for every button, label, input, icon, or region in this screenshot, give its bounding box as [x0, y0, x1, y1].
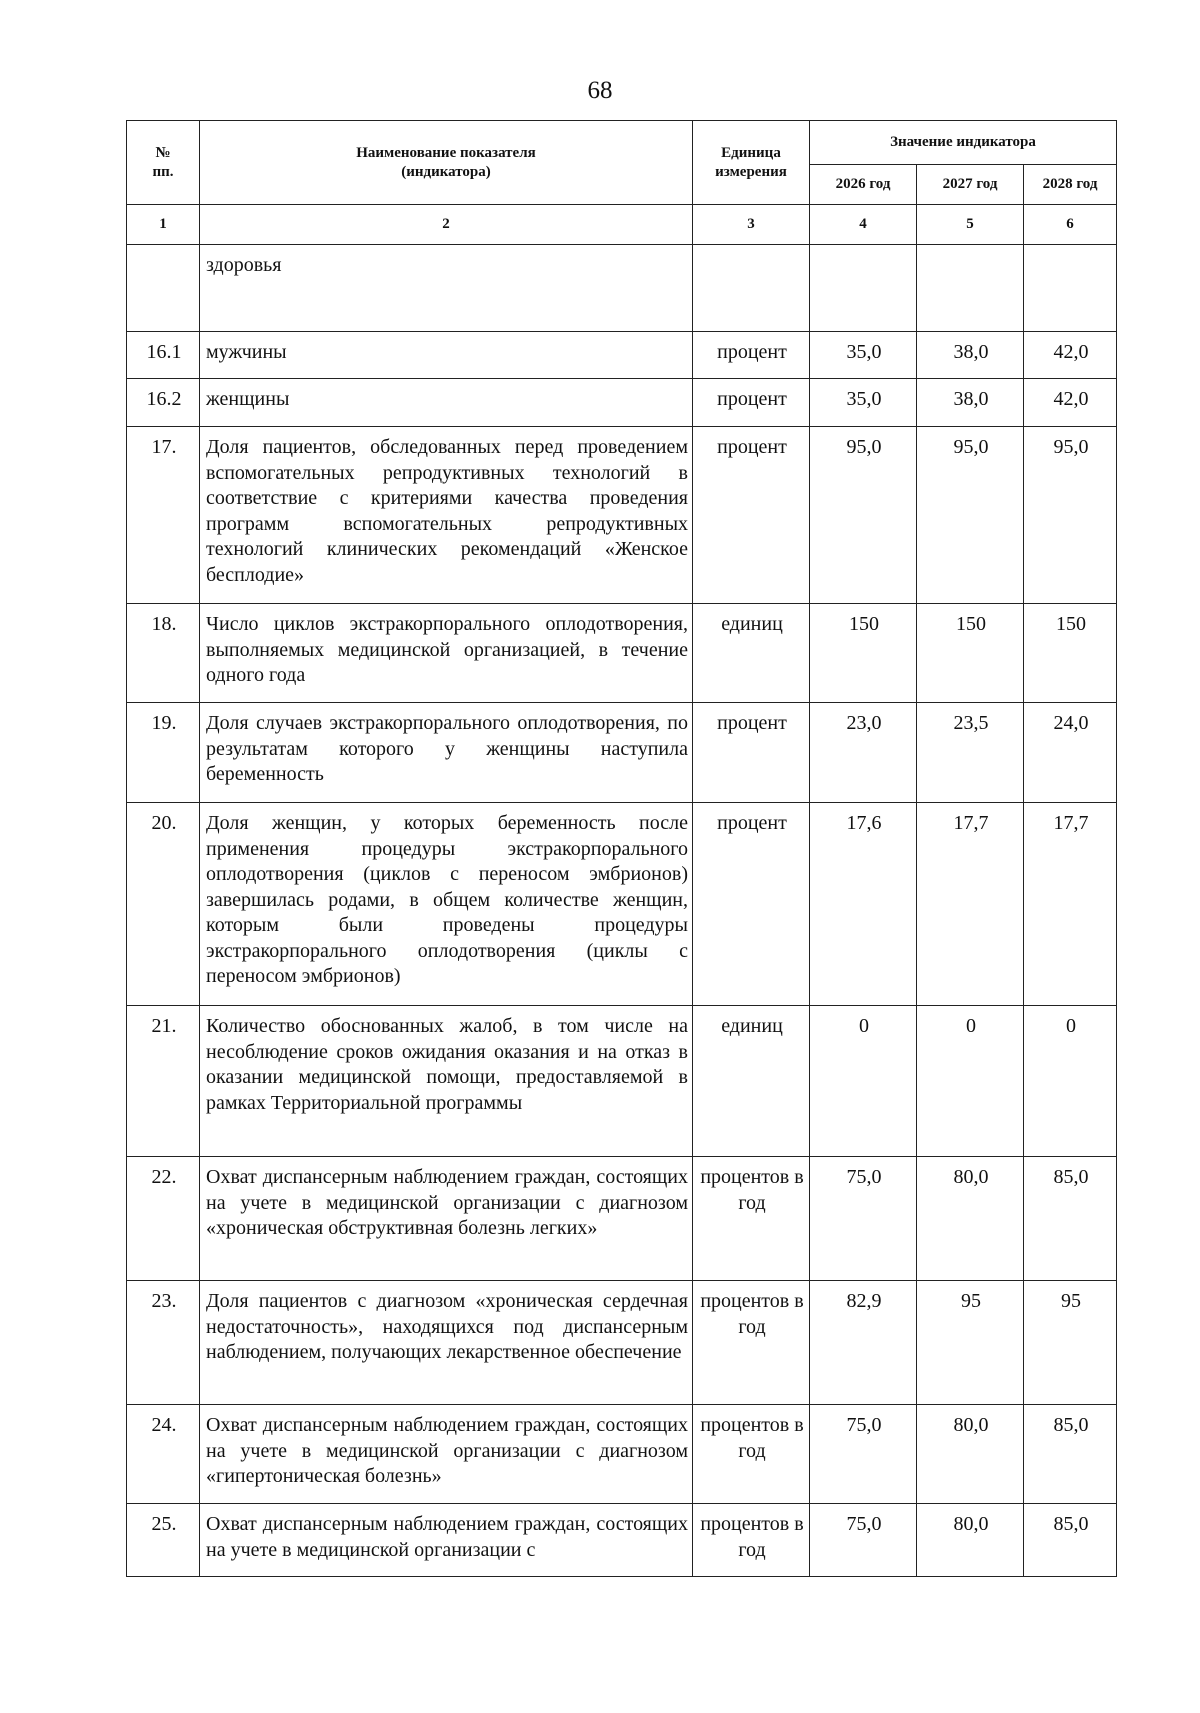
row-value-2027: 95,0 — [917, 427, 1024, 604]
row-value-2028: 85,0 — [1024, 1157, 1117, 1281]
row-value-2026 — [810, 245, 917, 332]
row-value-2028: 85,0 — [1024, 1405, 1117, 1504]
row-unit: процент — [693, 379, 810, 427]
row-num: 22. — [127, 1157, 200, 1281]
row-num: 16.2 — [127, 379, 200, 427]
row-value-2027: 38,0 — [917, 332, 1024, 379]
row-num: 24. — [127, 1405, 200, 1504]
row-value-2027: 38,0 — [917, 379, 1024, 427]
row-unit: процентов в год — [693, 1281, 810, 1405]
table-row — [127, 332, 1117, 379]
row-value-2026: 150 — [810, 604, 917, 703]
row-num: 21. — [127, 1006, 200, 1157]
column-number: 5 — [917, 205, 1024, 245]
column-number: 1 — [127, 205, 200, 245]
row-unit: процентов в год — [693, 1504, 810, 1577]
row-name: Доля пациентов, обследованных перед проведением вспомогательных репродуктивных технологий в соответствие с критериями качества проведения программ вспомогательных репродуктивных технологий клинических рекомендаций «Женское бесплодие» — [200, 427, 693, 604]
row-num: 23. — [127, 1281, 200, 1405]
indicators-table — [126, 120, 1117, 1577]
table-row — [127, 379, 1117, 427]
row-unit: процент — [693, 803, 810, 1006]
header-value-group: Значение индикатора — [810, 121, 1117, 165]
row-unit: единиц — [693, 604, 810, 703]
row-value-2028: 42,0 — [1024, 379, 1117, 427]
row-name: Доля пациентов с диагнозом «хроническая сердечная недостаточность», находящихся под диспансерным наблюдением, получающих лекарственное обеспечение — [200, 1281, 693, 1405]
row-num — [127, 245, 200, 332]
row-name: Число циклов экстракорпорального оплодотворения, выполняемых медицинской организацией, в течение одного года — [200, 604, 693, 703]
header-year-2028: 2028 год — [1024, 165, 1117, 205]
row-value-2027: 0 — [917, 1006, 1024, 1157]
row-value-2027: 80,0 — [917, 1504, 1024, 1577]
row-value-2027: 150 — [917, 604, 1024, 703]
table-row — [127, 1281, 1117, 1405]
row-value-2026: 82,9 — [810, 1281, 917, 1405]
row-num: 25. — [127, 1504, 200, 1577]
table-row — [127, 427, 1117, 604]
row-value-2026: 95,0 — [810, 427, 917, 604]
row-num: 20. — [127, 803, 200, 1006]
row-value-2028: 150 — [1024, 604, 1117, 703]
row-value-2028 — [1024, 245, 1117, 332]
table-row — [127, 1504, 1117, 1577]
row-num: 17. — [127, 427, 200, 604]
header-unit: Единица измерения — [693, 121, 810, 205]
row-name: Охват диспансерным наблюдением граждан, состоящих на учете в медицинской организации с — [200, 1504, 693, 1577]
row-value-2026: 75,0 — [810, 1157, 917, 1281]
table-row — [127, 1006, 1117, 1157]
row-value-2028: 95 — [1024, 1281, 1117, 1405]
row-value-2026: 23,0 — [810, 703, 917, 803]
row-name: Доля женщин, у которых беременность после применения процедуры экстракорпорального оплодотворения (циклов с переносом эмбрионов) завершилась родами, в общем количестве женщин, которым были проведены процедуры экстракорпорального оплодотворения (циклы с переносом эмбрионов) — [200, 803, 693, 1006]
table-row — [127, 803, 1117, 1006]
row-name: женщины — [200, 379, 693, 427]
row-name: Доля случаев экстракорпорального оплодотворения, по результатам которого у женщины наступила беременность — [200, 703, 693, 803]
row-num: 18. — [127, 604, 200, 703]
table-row — [127, 1157, 1117, 1281]
row-value-2028: 85,0 — [1024, 1504, 1117, 1577]
row-unit — [693, 245, 810, 332]
row-value-2027: 17,7 — [917, 803, 1024, 1006]
row-value-2026: 0 — [810, 1006, 917, 1157]
row-name: Охват диспансерным наблюдением граждан, состоящих на учете в медицинской организации с диагнозом «хроническая обструктивная болезнь легких» — [200, 1157, 693, 1281]
row-value-2027: 23,5 — [917, 703, 1024, 803]
row-value-2028: 95,0 — [1024, 427, 1117, 604]
row-unit: процентов в год — [693, 1405, 810, 1504]
page-number: 68 — [587, 77, 613, 104]
table-row — [127, 1405, 1117, 1504]
row-name: Количество обоснованных жалоб, в том числе на несоблюдение сроков ожидания оказания и на отказ в оказании медицинской помощи, предоставляемой в рамках Территориальной программы — [200, 1006, 693, 1157]
row-value-2028: 17,7 — [1024, 803, 1117, 1006]
row-name: Охват диспансерным наблюдением граждан, состоящих на учете в медицинской организации с диагнозом «гипертоническая болезнь» — [200, 1405, 693, 1504]
row-name: здоровья — [200, 245, 693, 332]
row-value-2028: 24,0 — [1024, 703, 1117, 803]
column-number: 6 — [1024, 205, 1117, 245]
row-value-2027: 95 — [917, 1281, 1024, 1405]
row-value-2027 — [917, 245, 1024, 332]
row-value-2026: 17,6 — [810, 803, 917, 1006]
row-unit: процент — [693, 427, 810, 604]
table-row — [127, 604, 1117, 703]
column-number: 4 — [810, 205, 917, 245]
row-value-2026: 35,0 — [810, 379, 917, 427]
row-value-2028: 0 — [1024, 1006, 1117, 1157]
header-year-2027: 2027 год — [917, 165, 1024, 205]
row-name: мужчины — [200, 332, 693, 379]
column-number: 2 — [200, 205, 693, 245]
row-value-2027: 80,0 — [917, 1157, 1024, 1281]
table-row — [127, 245, 1117, 332]
row-unit: процент — [693, 703, 810, 803]
row-unit: процент — [693, 332, 810, 379]
column-number: 3 — [693, 205, 810, 245]
row-value-2026: 35,0 — [810, 332, 917, 379]
row-value-2027: 80,0 — [917, 1405, 1024, 1504]
table-row — [127, 703, 1117, 803]
row-unit: процентов в год — [693, 1157, 810, 1281]
row-num: 16.1 — [127, 332, 200, 379]
row-num: 19. — [127, 703, 200, 803]
header-year-2026: 2026 год — [810, 165, 917, 205]
row-value-2026: 75,0 — [810, 1405, 917, 1504]
row-unit: единиц — [693, 1006, 810, 1157]
row-value-2028: 42,0 — [1024, 332, 1117, 379]
column-numbers-row — [127, 205, 1117, 245]
header-name: Наименование показателя (индикатора) — [200, 121, 693, 205]
header-num: № пп. — [127, 121, 200, 205]
row-value-2026: 75,0 — [810, 1504, 917, 1577]
